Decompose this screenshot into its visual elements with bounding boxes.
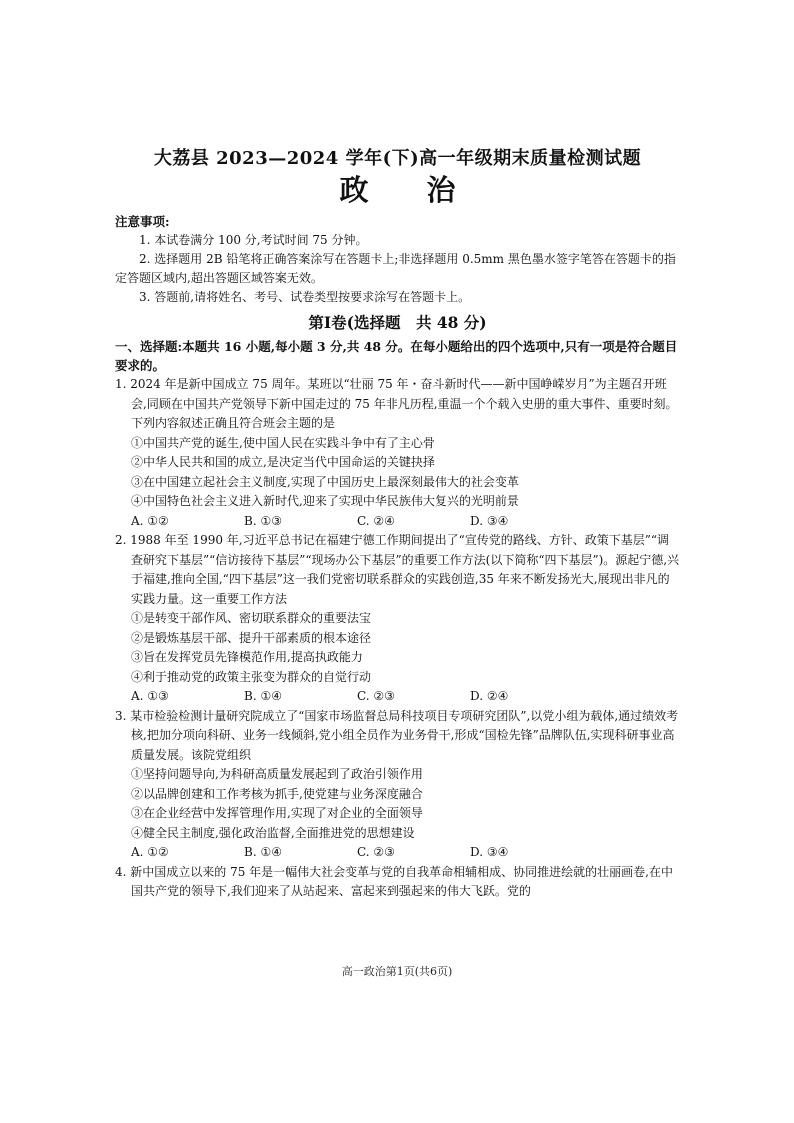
statement-option: ③在中国建立起社会主义制度,实现了中国历史上最深刻最伟大的社会变革 <box>131 474 519 489</box>
question-stem: 4. 新中国成立以来的 75 年是一幅伟大社会变革与党的自我革命相辅相成、协同推进绘就的壮丽画卷,在中国共产党的领导下,我们迎来了从站起来、富起来到强起来的伟大飞跃。党的 <box>115 864 673 898</box>
choice-a: A. ①③ <box>131 689 169 703</box>
choice-b: B. ①④ <box>244 689 282 703</box>
answer-choices <box>115 687 680 707</box>
choice-a: A. ①② <box>131 845 169 859</box>
choice-b: B. ①④ <box>244 845 282 859</box>
subject-title <box>115 172 680 208</box>
choice-d: D. ③④ <box>470 845 509 859</box>
subject-char-right: 治 <box>426 173 456 207</box>
statement-option: ④健全民主制度,强化政治监督,全面推进党的思想建设 <box>131 825 415 840</box>
question-4 <box>115 863 680 902</box>
answer-choices <box>115 843 680 863</box>
question-3 <box>115 707 680 863</box>
statement-option: ②以品牌创建和工作考核为抓手,使党建与业务深度融合 <box>131 786 423 801</box>
statement-option: ①坚持问题导向,为科研高质量发展起到了政治引领作用 <box>131 767 423 781</box>
statement-option: ④中国特色社会主义进入新时代,迎来了实现中华民族伟大复兴的光明前景 <box>131 494 519 508</box>
question-1 <box>115 375 680 531</box>
part-1-title: 第Ⅰ卷(选择题 共 48 分) <box>308 313 487 332</box>
question-stem: 1. 2024 年是新中国成立 75 周年。某班以“壮丽 75 年・奋斗新时代——新中国峥嵘岁月”为主题召开班会,同顾在中国共产党领导下新中国走过的 75 年非凡历程,重温一个个载入史册的重大事件、重要时刻。下列内容叙述正确且符合班会主题的是 <box>115 377 678 430</box>
statement-option: ④利于推动党的政策主张变为群众的自觉行动 <box>131 669 372 684</box>
choice-a: A. ①② <box>131 513 169 528</box>
notice-item: 3. 答题前,请将姓名、考号、试卷类型按要求涂写在答题卡上。 <box>139 290 471 304</box>
notice-item: 2. 选择题用 2B 铅笔将正确答案涂写在答题卡上;非选择题用 0.5mm 黑色墨水签字笔答在答题卡的指定答题区域内,超出答题区域答案无效。 <box>115 252 676 285</box>
notice-block <box>115 212 680 307</box>
page-footer: 高一政治第1页(共6页) <box>341 965 453 978</box>
notice-item: 1. 本试卷满分 100 分,考试时间 75 分钟。 <box>139 233 368 247</box>
statement-option: ③在企业经营中发挥管理作用,实现了对企业的全面领导 <box>131 806 423 820</box>
choice-c: C. ②③ <box>357 689 395 703</box>
choice-b: B. ①③ <box>244 513 282 528</box>
exam-page <box>115 148 680 902</box>
statement-option: ①中国共产党的诞生,使中国人民在实践斗争中有了主心骨 <box>131 435 435 450</box>
subject-char-left: 政 <box>339 173 369 207</box>
question-2 <box>115 531 680 707</box>
exam-title: 大荔县 2023—2024 学年(下)高一年级期末质量检测试题 <box>153 148 642 169</box>
statement-option: ③旨在发挥党员先锋模范作用,提高执政能力 <box>131 650 363 664</box>
question-stem: 2. 1988 年至 1990 年,习近平总书记在福建宁德工作期间提出了“宣传党的路线、方针、政策下基层”“调查研究下基层”“信访接待下基层”“现场办公下基层”的重要工作方法(以下简称“四下基层”)。源起宁德,兴于福建,推向全国,“四下基层”这一我们党密切联系群众的实践创造,35 年来不断发扬光大,展现出非凡的实践力量。这一重要工作方法 <box>115 533 680 606</box>
choice-d: D. ②④ <box>470 689 509 703</box>
statement-option: ①是转变干部作风、密切联系群众的重要法宝 <box>131 611 372 625</box>
notice-heading: 注意事项: <box>115 214 170 229</box>
statement-option: ②是锻炼基层干部、提升干部素质的根本途径 <box>131 630 372 645</box>
choice-c: C. ②④ <box>357 513 395 528</box>
answer-choices <box>115 512 680 532</box>
question-stem: 3. 某市检验检测计量研究院成立了“国家市场监督总局科技项目专项研究团队”,以党小组为载体,通过绩效考核,把加分项向科研、业务一线倾斜,党小组全员作为业务骨干,形成“国检先锋”品牌队伍,实现科研事业高质量发展。该院党组织 <box>115 708 679 762</box>
statement-option: ②中华人民共和国的成立,是决定当代中国命运的关键抉择 <box>131 455 435 469</box>
choice-d: D. ③④ <box>470 513 509 528</box>
section-1-instructions: 一、选择题:本题共 16 小题,每小题 3 分,共 48 分。在每小题给出的四个选项中,只有一项是符合题目要求的。 <box>115 339 678 373</box>
choice-c: C. ②③ <box>357 845 395 859</box>
